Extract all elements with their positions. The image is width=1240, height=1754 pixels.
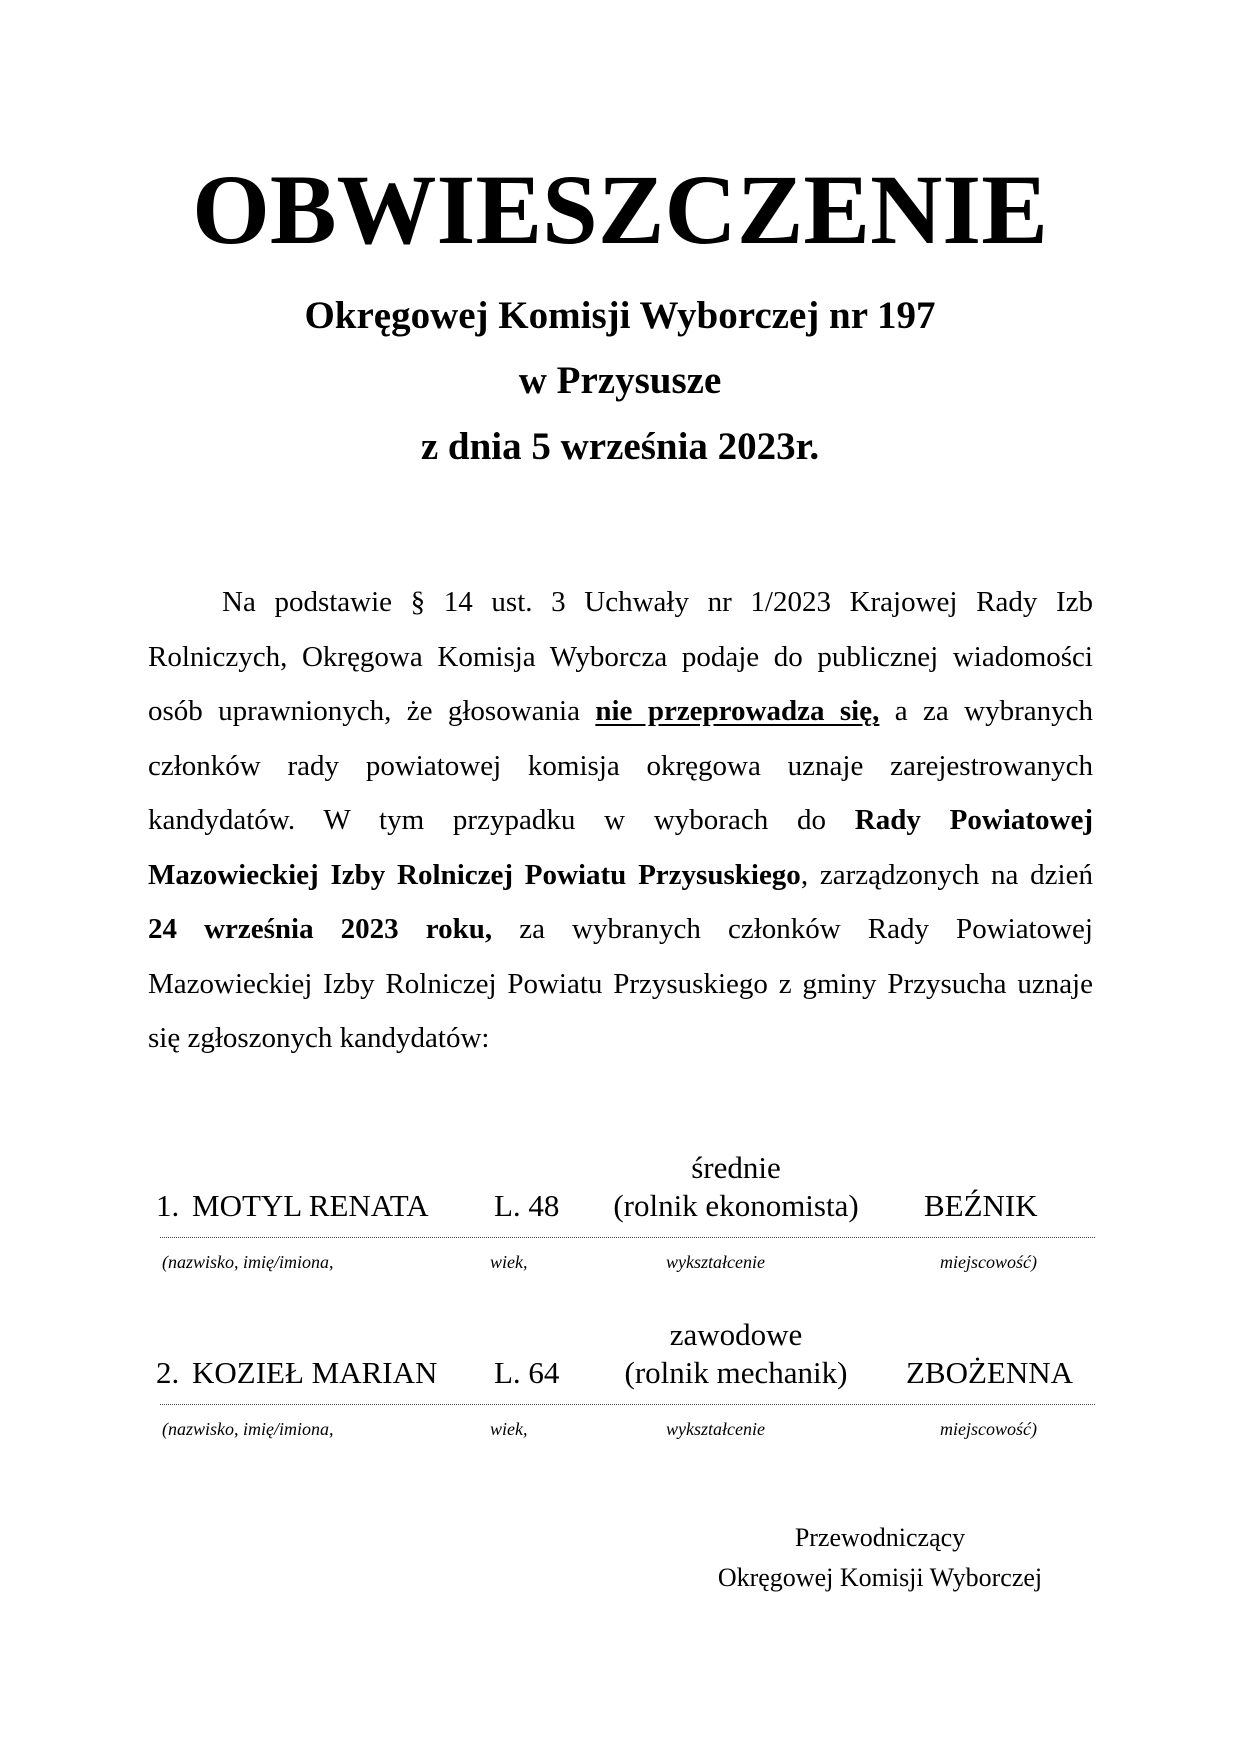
hint-name: (nazwisko, imię/imiona, <box>162 1419 334 1439</box>
document-date: z dnia 5 września 2023r. <box>420 425 820 468</box>
document-title: OBWIESZCZENIE <box>192 154 1048 265</box>
dotted-line <box>160 1404 1095 1405</box>
candidate-age: L. 48 <box>494 1188 560 1223</box>
signature-title: Przewodniczący <box>794 1523 966 1552</box>
candidate-number: 1. <box>156 1188 180 1223</box>
body-segment-1: Na podstawie § 14 ust. 3 Uchwały nr 1/2023 Krajowej Rady Izb Rolniczych, Okręgowa Komisja Wyborcza podaje do publicznej wiadomości osób uprawnionych, że głosowania <box>148 586 1093 727</box>
candidate-place: BEŹNIK <box>924 1188 1038 1223</box>
candidate-education-level: zawodowe <box>669 1317 803 1352</box>
candidate-age: L. 64 <box>494 1355 560 1390</box>
hint-name: (nazwisko, imię/imiona, <box>162 1252 334 1272</box>
candidate-place: ZBOŻENNA <box>906 1355 1074 1390</box>
candidate-education-level: średnie <box>691 1150 781 1185</box>
candidate-name: KOZIEŁ MARIAN <box>192 1355 438 1390</box>
committee-name: Okręgowej Komisji Wyborczej nr 197 <box>304 294 936 337</box>
hint-education: wykształcenie <box>666 1419 765 1439</box>
announcement-body <box>148 575 1093 1066</box>
body-segment-5: , zarządzonych na dzień <box>800 858 1093 891</box>
candidate-name: MOTYL RENATA <box>192 1188 429 1223</box>
body-segment-7: za wybranych członków Rady Powiatowej Mazowieckiej Izby Rolniczej Powiatu Przysuskiego z gminy Przysucha uznaje się zgłoszonych kandydatów: <box>148 913 1093 1054</box>
candidate-education-detail: (rolnik mechanik) <box>624 1355 848 1390</box>
body-segment-3: a za wybranych członków rady powiatowej komisja okręgowa uznaje zarejestrowanych kandydatów. W tym przypadku w wyborach do <box>148 695 1093 836</box>
hint-age: wiek, <box>490 1252 528 1272</box>
dotted-line <box>160 1237 1095 1238</box>
no-voting-phrase: nie przeprowadza się, <box>595 695 880 727</box>
hint-place: miejscowość) <box>940 1252 1037 1272</box>
council-name: Rady Powiatowej Mazowieckiej Izby Rolniczej Powiatu Przysuskiego <box>148 804 1094 891</box>
signature-committee: Okręgowej Komisji Wyborczej <box>717 1563 1043 1592</box>
hint-age: wiek, <box>490 1419 528 1439</box>
candidate-number: 2. <box>156 1355 180 1390</box>
committee-location: w Przysusze <box>518 359 722 402</box>
candidate-education-detail: (rolnik ekonomista) <box>613 1188 859 1223</box>
election-date: 24 września 2023 roku, <box>148 913 493 945</box>
hint-education: wykształcenie <box>666 1252 765 1272</box>
hint-place: miejscowość) <box>940 1419 1037 1439</box>
